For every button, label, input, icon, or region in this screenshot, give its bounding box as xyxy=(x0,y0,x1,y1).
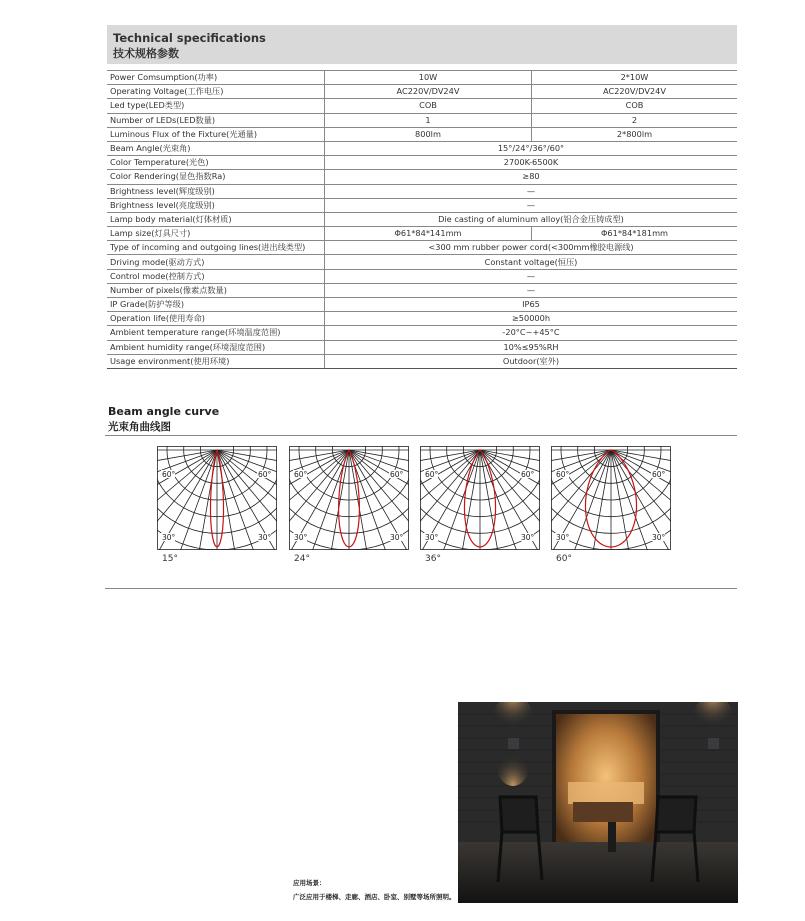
tick-label: 30° xyxy=(556,533,570,542)
spec-label: Color Rendering(显色指数Ra) xyxy=(107,170,325,184)
tick-label: 60° xyxy=(162,470,176,479)
spec-row xyxy=(107,71,737,85)
tick-label: 60° xyxy=(425,470,439,479)
beam-chart-svg xyxy=(551,446,671,550)
spec-row xyxy=(107,99,737,113)
spec-row xyxy=(107,269,737,283)
spec-row xyxy=(107,170,737,184)
spec-row xyxy=(107,127,737,141)
spec-value: Φ61*84*141mm xyxy=(325,227,532,241)
spec-row xyxy=(107,298,737,312)
tick-label: 30° xyxy=(294,533,308,542)
spec-value: 2 xyxy=(532,113,738,127)
application-photo xyxy=(458,702,738,903)
tick-label: 60° xyxy=(294,470,308,479)
spec-value: — xyxy=(325,283,738,297)
spec-row xyxy=(107,113,737,127)
spec-row xyxy=(107,141,737,155)
spec-label: Brightness level(辉度级别) xyxy=(107,184,325,198)
spec-value: 10W xyxy=(325,71,532,85)
section-header xyxy=(107,25,737,64)
spec-label: Control mode(控制方式) xyxy=(107,269,325,283)
tick-label: 60° xyxy=(521,470,535,479)
header-title-zh: 技术规格参数 xyxy=(113,47,179,60)
spec-value: — xyxy=(325,184,738,198)
spec-row xyxy=(107,283,737,297)
spec-label: IP Grade(防护等级) xyxy=(107,298,325,312)
spec-row xyxy=(107,255,737,269)
beam-chart xyxy=(551,446,671,550)
beam-section-title-zh: 光束角曲线图 xyxy=(108,421,171,433)
spec-value: 15°/24°/36°/60° xyxy=(325,141,738,155)
tick-label: 60° xyxy=(258,470,272,479)
spec-label: Lamp body material(灯体材质) xyxy=(107,212,325,226)
spec-value: COB xyxy=(532,99,738,113)
beam-chart xyxy=(420,446,540,550)
spec-value: Constant voltage(恒压) xyxy=(325,255,738,269)
spec-label: Lamp size(灯具尺寸) xyxy=(107,227,325,241)
spec-value: ≥50000h xyxy=(325,312,738,326)
spec-value: 800lm xyxy=(325,127,532,141)
tick-label: 60° xyxy=(390,470,404,479)
spec-value: <300 mm rubber power cord(<300mm橡胶电源线) xyxy=(325,241,738,255)
spec-row xyxy=(107,227,737,241)
divider xyxy=(105,435,737,436)
spec-label: Driving mode(驱动方式) xyxy=(107,255,325,269)
spec-row xyxy=(107,340,737,354)
spec-row xyxy=(107,156,737,170)
spec-label: Operation life(使用寿命) xyxy=(107,312,325,326)
spec-row xyxy=(107,198,737,212)
beam-section-title-en: Beam angle curve xyxy=(108,405,220,418)
tick-label: 30° xyxy=(390,533,404,542)
spec-value: Φ61*84*181mm xyxy=(532,227,738,241)
tick-label: 60° xyxy=(652,470,666,479)
spec-value: AC220V/DV24V xyxy=(325,85,532,99)
spec-value: 10%≤95%RH xyxy=(325,340,738,354)
spec-row xyxy=(107,312,737,326)
tick-label: 30° xyxy=(258,533,272,542)
spec-label: Ambient temperature range(环境温度范围) xyxy=(107,326,325,340)
tick-label: 30° xyxy=(652,533,666,542)
spec-label: Type of incoming and outgoing lines(进出线类型) xyxy=(107,241,325,255)
spec-row xyxy=(107,212,737,226)
spec-value: COB xyxy=(325,99,532,113)
tick-label: 30° xyxy=(425,533,439,542)
spec-label: Ambient humidity range(环境湿度范围) xyxy=(107,340,325,354)
spec-value: Die casting of aluminum alloy(铝合金压铸成型) xyxy=(325,212,738,226)
tick-label: 60° xyxy=(556,470,570,479)
spec-label: Luminous Flux of the Fixture(光通量) xyxy=(107,127,325,141)
spec-value: — xyxy=(325,269,738,283)
caption-title: 应用场景： xyxy=(293,879,326,887)
spec-label: Usage environment(使用环境) xyxy=(107,354,325,368)
spec-row xyxy=(107,184,737,198)
spec-row xyxy=(107,85,737,99)
spec-label: Number of pixels(像素点数量) xyxy=(107,283,325,297)
spec-value: 2*10W xyxy=(532,71,738,85)
spec-row xyxy=(107,354,737,368)
spec-label: Operating Voltage(工作电压) xyxy=(107,85,325,99)
divider xyxy=(105,588,737,589)
beam-chart-svg xyxy=(420,446,540,550)
header-title-en: Technical specifications xyxy=(113,31,266,45)
spec-value: Outdoor(室外) xyxy=(325,354,738,368)
spec-label: Led type(LED类型) xyxy=(107,99,325,113)
beam-chart xyxy=(157,446,277,550)
spec-value: 2700K-6500K xyxy=(325,156,738,170)
tick-label: 30° xyxy=(162,533,176,542)
caption-body: 广泛应用于楼梯、走廊、酒店、卧室、别墅等场所照明。 xyxy=(293,893,456,901)
beam-chart-svg xyxy=(157,446,277,550)
beam-angle-label: 15° xyxy=(162,554,178,564)
beam-chart xyxy=(289,446,409,550)
beam-angle-label: 24° xyxy=(294,554,310,564)
beam-angle-label: 36° xyxy=(425,554,441,564)
spec-value: AC220V/DV24V xyxy=(532,85,738,99)
spec-value: -20°C~+45°C xyxy=(325,326,738,340)
spec-label: Brightness level(亮度级别) xyxy=(107,198,325,212)
beam-angle-label: 60° xyxy=(556,554,572,564)
spec-label: Color Temperature(光色) xyxy=(107,156,325,170)
tick-label: 30° xyxy=(521,533,535,542)
spec-value: 2*800lm xyxy=(532,127,738,141)
spec-row xyxy=(107,326,737,340)
spec-label: Power Comsumption(功率) xyxy=(107,71,325,85)
spec-value: IP65 xyxy=(325,298,738,312)
spec-row xyxy=(107,241,737,255)
beam-chart-svg xyxy=(289,446,409,550)
spec-value: — xyxy=(325,198,738,212)
spec-value: ≥80 xyxy=(325,170,738,184)
spec-label: Number of LEDs(LED数量) xyxy=(107,113,325,127)
spec-label: Beam Angle(光束角) xyxy=(107,141,325,155)
spec-value: 1 xyxy=(325,113,532,127)
spec-table xyxy=(107,70,737,369)
